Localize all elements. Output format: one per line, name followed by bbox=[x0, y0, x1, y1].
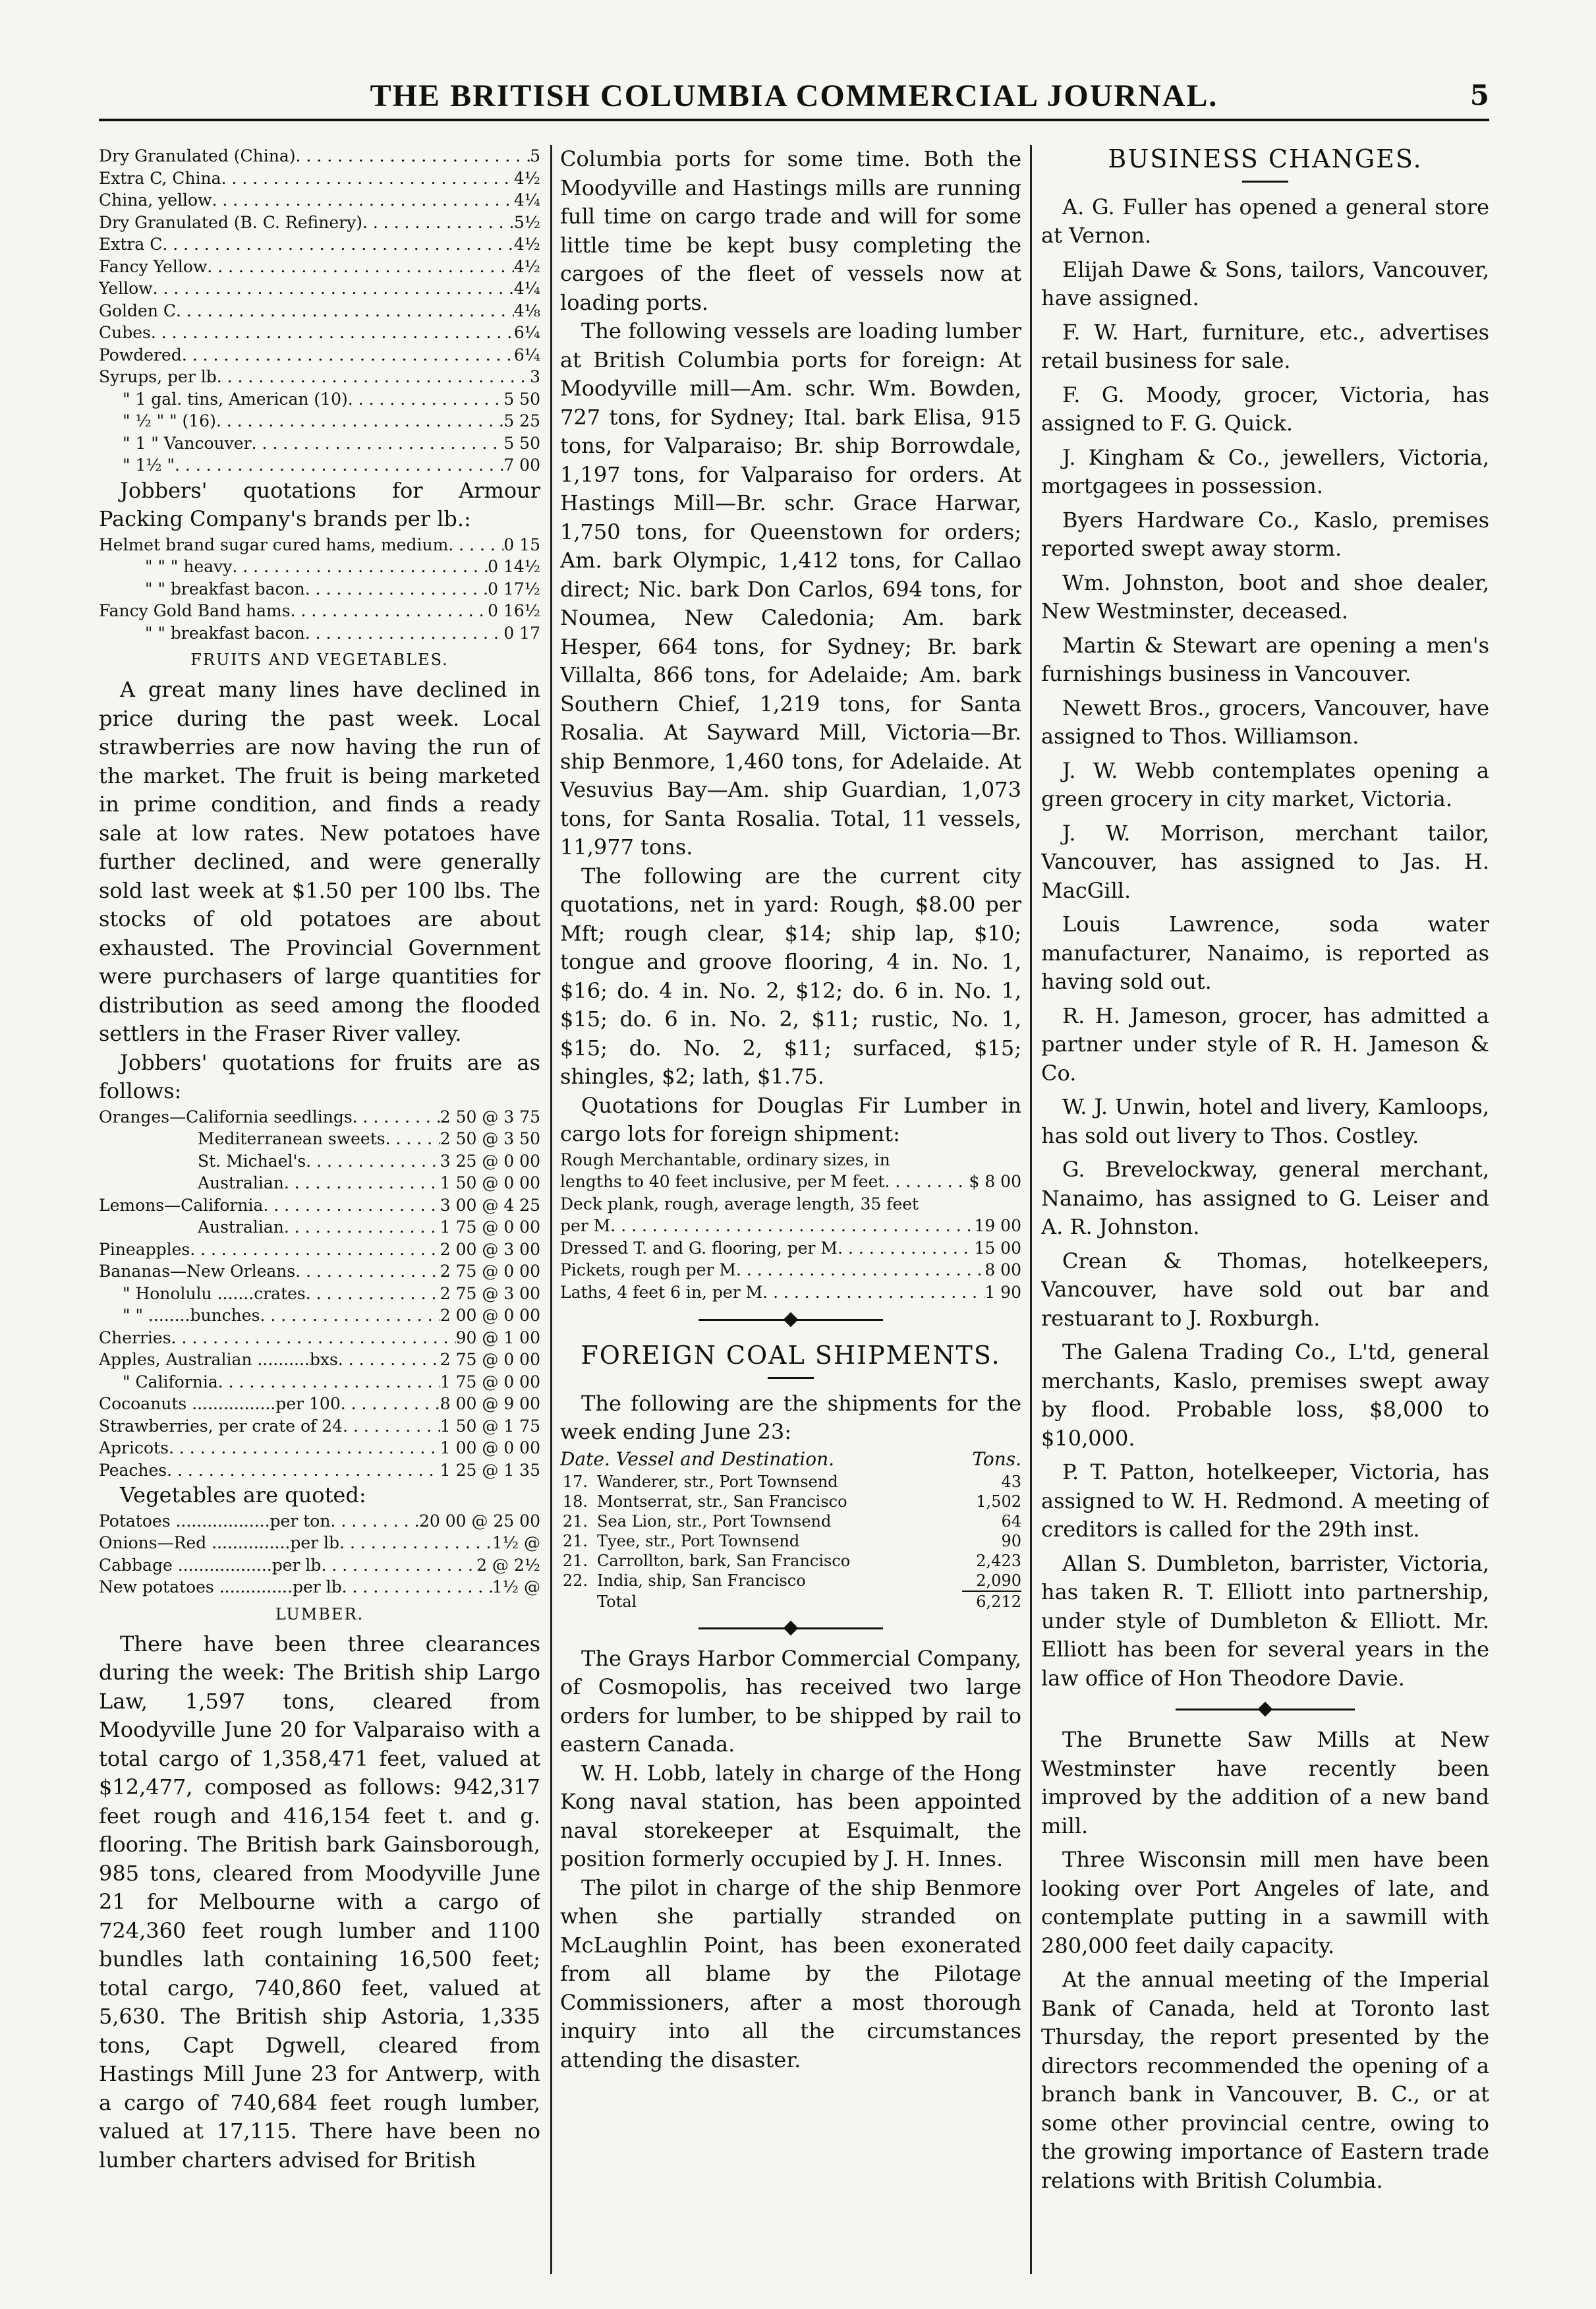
price-row bbox=[560, 1149, 1021, 1171]
price-row bbox=[560, 1259, 1021, 1281]
item-label: Oranges—California seedlings bbox=[99, 1107, 353, 1126]
leader-dots bbox=[291, 600, 488, 622]
business-change-item: F. G. Moody, grocer, Victoria, has assigned to F. G. Quick. bbox=[1041, 382, 1489, 436]
leader-dots bbox=[295, 1260, 440, 1283]
price-row bbox=[99, 233, 540, 256]
item-label: " California bbox=[123, 1372, 218, 1391]
business-change-item: Louis Lawrence, soda water manufacturer, Nanaimo, is reported as having sold out. bbox=[1041, 912, 1489, 994]
item-price: 20 00 @ 25 00 bbox=[418, 1511, 540, 1531]
leader-dots bbox=[217, 366, 530, 388]
item-price: 5 25 bbox=[503, 411, 540, 430]
column-2 bbox=[560, 145, 1021, 2274]
coal-row bbox=[560, 1511, 1021, 1531]
coal-shipments-heading: FOREIGN COAL SHIPMENTS. bbox=[581, 1341, 1001, 1370]
item-label: per M bbox=[560, 1216, 611, 1235]
item-label: Dry Granulated (China) bbox=[99, 146, 296, 165]
item-label: Cocoanuts ................per 100 bbox=[99, 1394, 341, 1413]
item-label: Powdered bbox=[99, 345, 182, 365]
leader-dots bbox=[263, 1194, 440, 1217]
brunette-paragraph: The Brunette Saw Mills at New Westminster have recently been improved by the addition of a new band mill. bbox=[1041, 1727, 1489, 1838]
leader-dots bbox=[736, 1259, 984, 1281]
price-row bbox=[99, 1216, 540, 1239]
business-changes-list bbox=[1041, 193, 1489, 1693]
leader-dots bbox=[284, 1172, 440, 1194]
leader-dots bbox=[305, 622, 504, 645]
leader-dots bbox=[167, 1459, 440, 1482]
item-label: " ½ " " (16) bbox=[123, 411, 216, 430]
business-change-item: The Galena Trading Co., L'td, general merchants, Kaslo, premises swept away by flood. Probable loss, $8,000 to $10,000. bbox=[1041, 1339, 1489, 1451]
leader-dots bbox=[221, 167, 514, 190]
price-row bbox=[99, 1532, 540, 1554]
price-row bbox=[99, 145, 540, 167]
item-price: 3 25 @ 0 00 bbox=[440, 1151, 540, 1171]
coal-date: 17. bbox=[562, 1472, 588, 1491]
douglas-fir-price-list bbox=[560, 1149, 1021, 1304]
business-change-item: Elijah Dawe & Sons, tailors, Vancouver, have assigned. bbox=[1041, 256, 1489, 310]
coal-row bbox=[560, 1551, 1021, 1571]
grays-harbor-paragraph: The Grays Harbor Commercial Company, of Cosmopolis, has received two large orders for lumber, to be shipped by rail to eastern Canada. bbox=[560, 1645, 1021, 1757]
item-price: 0 17 bbox=[503, 623, 540, 643]
leader-dots bbox=[260, 1304, 440, 1327]
item-label: Helmet brand sugar cured hams, medium bbox=[99, 535, 449, 554]
item-label: Deck plank, rough, average length, 35 feet bbox=[560, 1194, 919, 1213]
item-price: 8 00 @ 9 00 bbox=[440, 1394, 540, 1413]
lumber-paragraph: There have been three clearances during the week: The British ship Largo Law, 1,597 tons, cleared from Moodyville June 20 for Valparaiso with a total cargo of 1,358,471 feet, valued at $12,477, composed as follows: 942,317 feet rough and 416,154 feet t. and g. flooring. The British bark Gainsborough, 985 tons, cleared from Moodyville June 21 for Melbourne with a cargo of 724,360 feet rough lumber and 1100 bundles lath containing 16,500 feet; total cargo, 740,860 feet, valued at 5,630. The British ship Astoria, 1,335 tons, Capt Dgwell, cleared from Hastings Mill June 23 for Antwerp, with a cargo of 740,684 feet rough lumber, valued at 17,115. There have been no lumber charters advised for British bbox=[99, 1631, 540, 2173]
item-price: 8 00 bbox=[984, 1260, 1021, 1279]
business-change-item: Crean & Thomas, hotelkeepers, Vancouver, have sold out bar and restuarant to J. Roxburgh. bbox=[1041, 1248, 1489, 1331]
item-label: Apples, Australian ..........bxs bbox=[99, 1350, 338, 1369]
lobb-paragraph: W. H. Lobb, lately in charge of the Hong Kong naval station, has been appointed naval storekeeper at Esquimalt, the position formerly occupied by J. H. Innes. bbox=[560, 1760, 1021, 1871]
item-price: 2 00 @ 3 00 bbox=[440, 1239, 540, 1259]
price-row bbox=[99, 256, 540, 278]
item-price: 4¼ bbox=[513, 279, 540, 298]
leader-dots bbox=[321, 1554, 476, 1577]
leader-dots bbox=[342, 1576, 492, 1598]
leader-dots bbox=[182, 344, 514, 366]
column-divider bbox=[550, 145, 552, 2274]
item-label: Potatoes ..................per ton bbox=[99, 1511, 331, 1531]
page-number: 5 bbox=[1469, 79, 1489, 111]
leader-dots bbox=[151, 322, 514, 344]
price-row bbox=[560, 1193, 1021, 1215]
item-label: Golden C bbox=[99, 301, 176, 320]
item-price: 4½ bbox=[513, 235, 540, 254]
item-price: 2 75 @ 0 00 bbox=[440, 1350, 540, 1369]
business-change-item: F. W. Hart, furniture, etc., advertises retail business for sale. bbox=[1041, 319, 1489, 373]
leader-dots bbox=[448, 534, 503, 556]
section-ornament bbox=[1041, 1699, 1489, 1719]
coal-tons: 64 bbox=[1001, 1511, 1021, 1531]
leader-dots bbox=[176, 300, 514, 322]
leader-dots bbox=[341, 1393, 440, 1415]
city-quotations-paragraph: The following are the current city quotations, net in yard: Rough, $8.00 per Mft; rough clear, $14; ship lap, $10; tongue and groove flooring, 4 in. No. 1, $16; do. 4 in. No. 2, $12; do. 6 in. No. 1, $15; do. 6 in. No. 2, $11; rustic, No. 1, $15; do. No. 2, $11; surfaced, $15; shingles, $2; lath, $1.75. bbox=[560, 863, 1021, 1089]
item-price: 1 25 @ 1 35 bbox=[440, 1460, 540, 1480]
item-label: Cubes bbox=[99, 323, 151, 342]
price-row bbox=[99, 1576, 540, 1598]
leader-dots bbox=[216, 410, 503, 432]
item-price: 7 00 bbox=[503, 455, 540, 475]
price-row bbox=[99, 1283, 540, 1305]
business-change-item: Martin & Stewart are opening a men's furnishings business in Vancouver. bbox=[1041, 632, 1489, 686]
item-price: 4¼ bbox=[513, 190, 540, 210]
price-row bbox=[99, 1510, 540, 1533]
heading-rule bbox=[768, 1377, 814, 1379]
business-change-item: Wm. Johnston, boot and shoe dealer, New Westminster, deceased. bbox=[1041, 570, 1489, 624]
leader-dots bbox=[362, 212, 514, 234]
item-label: " Honolulu .......crates bbox=[123, 1283, 306, 1303]
sugar-price-list bbox=[99, 145, 540, 477]
business-change-item: G. Brevelockway, general merchant, Nanaimo, has assigned to G. Leiser and A. R. Johnston. bbox=[1041, 1157, 1489, 1239]
business-change-item: J. W. Webb contemplates opening a green grocery in city market, Victoria. bbox=[1041, 757, 1489, 811]
coal-vessel: Montserrat, str., San Francisco bbox=[597, 1492, 847, 1511]
item-price: 2 00 @ 0 00 bbox=[440, 1306, 540, 1325]
leader-dots bbox=[838, 1237, 974, 1260]
leader-dots bbox=[305, 578, 488, 600]
price-row bbox=[99, 388, 540, 411]
coal-tons: 2,423 bbox=[976, 1551, 1021, 1570]
coal-date: 21. bbox=[562, 1531, 588, 1550]
price-row bbox=[99, 1172, 540, 1194]
price-row bbox=[99, 454, 540, 477]
price-row bbox=[99, 212, 540, 234]
vegetables-intro: Vegetables are quoted: bbox=[120, 1482, 366, 1507]
coal-total-row bbox=[560, 1592, 1021, 1612]
vegetable-price-list bbox=[99, 1510, 540, 1598]
item-price: 3 bbox=[530, 367, 540, 386]
imperial-bank-paragraph: At the annual meeting of the Imperial Bank of Canada, held at Toronto last Thursday, the report presented by the directors recommended the opening of a branch bank in Vancouver, B. C., or at some other provincial centre, owing to the growing importance of Eastern trade relations with British Columbia. bbox=[1041, 1967, 1489, 2193]
heading-rule bbox=[1242, 181, 1288, 183]
item-label: " " breakfast bacon bbox=[145, 623, 305, 643]
leader-dots bbox=[252, 432, 504, 455]
item-price: 4½ bbox=[513, 168, 540, 188]
item-price: 1 75 @ 0 00 bbox=[440, 1372, 540, 1391]
price-row bbox=[99, 1304, 540, 1327]
item-label: " " breakfast bacon bbox=[145, 579, 305, 599]
coal-date: 21. bbox=[562, 1511, 588, 1531]
armour-intro: Jobbers' quotations for Armour Packing Company's brands per lb.: bbox=[99, 477, 540, 531]
business-change-item: P. T. Patton, hotelkeeper, Victoria, has assigned to W. H. Redmond. A meeting of creditors is called for the 29th inst. bbox=[1041, 1459, 1489, 1542]
leader-dots bbox=[171, 1327, 456, 1349]
business-change-item: Byers Hardware Co., Kaslo, premises reported swept away storm. bbox=[1041, 507, 1489, 561]
item-label: Pickets, rough per M bbox=[560, 1260, 736, 1279]
coal-date: 21. bbox=[562, 1551, 588, 1570]
coal-tons: 2,090 bbox=[976, 1571, 1021, 1590]
item-label: Australian bbox=[198, 1173, 284, 1192]
item-price: 6¼ bbox=[513, 323, 540, 342]
pilot-paragraph: The pilot in charge of the ship Benmore when she partially stranded on McLaughlin Point, has been exonerated from all blame by the Pilotage Commissioners, after a most thorough inquiry into all the circumstances attending the disaster. bbox=[560, 1875, 1021, 2072]
item-label: " 1 " Vancouver bbox=[123, 433, 252, 453]
price-row bbox=[560, 1171, 1021, 1193]
item-price: 5 50 bbox=[503, 389, 540, 409]
douglas-fir-intro: Quotations for Douglas Fir Lumber in cargo lots for foreign shipment: bbox=[560, 1092, 1021, 1146]
item-price: 90 @ 1 00 bbox=[455, 1328, 540, 1347]
journal-page bbox=[99, 59, 1489, 2281]
leader-dots bbox=[348, 388, 504, 411]
item-label: Mediterranean sweets bbox=[198, 1129, 385, 1148]
business-change-item: J. W. Morrison, merchant tailor, Vancouver, has assigned to Jas. H. MacGill. bbox=[1041, 820, 1489, 903]
item-price: 1 90 bbox=[984, 1282, 1021, 1302]
item-label: Bananas—New Orleans bbox=[99, 1262, 296, 1281]
item-price: 1 00 @ 0 00 bbox=[440, 1438, 540, 1457]
leader-dots bbox=[610, 1215, 974, 1237]
leader-dots bbox=[385, 1128, 440, 1150]
item-price: $ 8 00 bbox=[969, 1172, 1021, 1191]
leader-dots bbox=[232, 556, 488, 578]
item-price: 5 50 bbox=[503, 433, 540, 453]
item-label: Syrups, per lb bbox=[99, 367, 217, 386]
item-label: " " ........bunches bbox=[123, 1306, 260, 1325]
item-label: " 1½ " bbox=[123, 455, 175, 475]
leader-dots bbox=[190, 1239, 440, 1261]
coal-row bbox=[560, 1571, 1021, 1591]
price-row bbox=[99, 344, 540, 366]
lumber-continued-paragraph: Columbia ports for some time. Both the Moodyville and Hastings mills are running full time on cargo trade and will for some little time be kept busy completing the cargoes of the fleet of vessels now at loading ports. bbox=[560, 146, 1021, 315]
item-label: Extra C, China bbox=[99, 168, 221, 188]
item-label: Dressed T. and G. flooring, per M bbox=[560, 1238, 838, 1258]
leader-dots bbox=[212, 189, 513, 212]
item-price: 1½ @ bbox=[492, 1577, 540, 1596]
item-price: 0 15 bbox=[503, 535, 540, 554]
coal-vessel: India, ship, San Francisco bbox=[597, 1571, 806, 1590]
coal-table bbox=[560, 1472, 1021, 1591]
column-3 bbox=[1041, 145, 1489, 2274]
armour-price-list bbox=[99, 534, 540, 645]
price-row bbox=[99, 534, 540, 556]
item-price: 1 50 @ 1 75 bbox=[440, 1416, 540, 1436]
item-label: Cherries bbox=[99, 1328, 171, 1347]
section-ornament bbox=[560, 1310, 1021, 1330]
item-label: Strawberries, per crate of 24 bbox=[99, 1416, 343, 1436]
item-label: Laths, 4 feet 6 in, per M bbox=[560, 1282, 763, 1302]
coal-vessel: Sea Lion, str., Port Townsend bbox=[597, 1511, 832, 1531]
item-price: 3 00 @ 4 25 bbox=[440, 1195, 540, 1215]
item-price: 2 50 @ 3 50 bbox=[440, 1129, 540, 1148]
price-row bbox=[560, 1281, 1021, 1304]
item-price: 2 75 @ 3 00 bbox=[440, 1283, 540, 1303]
price-row bbox=[99, 1194, 540, 1217]
leader-dots bbox=[306, 1283, 440, 1305]
leader-dots bbox=[175, 454, 503, 477]
item-label: " " " heavy bbox=[145, 557, 233, 576]
item-price: 15 00 bbox=[974, 1238, 1021, 1258]
vessels-loading-paragraph: The following vessels are loading lumber at British Columbia ports for foreign: At Moodyville mill—Am. schr. Wm. Bowden, 727 tons, for Sydney; Ital. bark Elisa, 915 tons, for Valparaiso; Br. ship Borrowdale, 1,197 tons, for Valparaiso for orders. At Hastings Mill—Br. schr. Grace Harwar, 1,750 tons, for Queenstown for orders; Am. bark Olympic, 1,412 tons, for Callao direct; Nic. bark Don Carlos, 694 tons, for Noumea, New Caledonia; Am. bark Hesper, 664 tons, for Sydney; Br. bark Villalta, 866 tons, for Adelaide; Am. bark Southern Chief, 1,219 tons, for Santa Rosalia. At Sayward Mill, Victoria—Br. ship Benmore, 1,460 tons, for Adelaide. At Vesuvius Bay—Am. ship Guardian, 1,073 tons, for Santa Rosalia. Total, 11 vessels, 11,977 tons. bbox=[560, 318, 1021, 860]
item-price: 0 17½ bbox=[488, 579, 540, 599]
fruits-heading: FRUITS AND VEGETABLES. bbox=[190, 651, 449, 669]
item-label: Fancy Gold Band hams bbox=[99, 601, 291, 620]
leader-dots bbox=[207, 256, 514, 278]
coal-vessel: Tyee, str., Port Townsend bbox=[597, 1531, 800, 1550]
price-row bbox=[99, 1260, 540, 1283]
item-price: 6¼ bbox=[513, 345, 540, 365]
item-label: Rough Merchantable, ordinary sizes, in bbox=[560, 1150, 890, 1169]
price-row bbox=[99, 1128, 540, 1150]
price-row bbox=[99, 189, 540, 212]
item-price: 19 00 bbox=[974, 1216, 1021, 1235]
price-row bbox=[99, 410, 540, 432]
business-change-item: A. G. Fuller has opened a general store at Vernon. bbox=[1041, 194, 1489, 248]
price-row bbox=[99, 167, 540, 190]
item-price: 1 75 @ 0 00 bbox=[440, 1217, 540, 1237]
business-change-item: R. H. Jameson, grocer, has admitted a partner under style of R. H. Jameson & Co. bbox=[1041, 1003, 1489, 1086]
item-label: Cabbage ..................per lb bbox=[99, 1555, 322, 1575]
item-label: Peaches bbox=[99, 1460, 167, 1480]
business-change-item: Allan S. Dumbleton, barrister, Victoria, has taken R. T. Elliott into partnership, under style of Dumbleton & Elliott. Mr. Elliott has been for several years in the law office of Hon Theodore Davie. bbox=[1041, 1550, 1489, 1691]
business-change-item: Newett Bros., grocers, Vancouver, have assigned to Thos. Williamson. bbox=[1041, 695, 1489, 749]
item-label: " 1 gal. tins, American (10) bbox=[123, 389, 348, 409]
price-row bbox=[99, 278, 540, 300]
price-row bbox=[99, 1239, 540, 1261]
item-label: Onions—Red ...............per lb bbox=[99, 1533, 340, 1552]
column-1 bbox=[99, 145, 540, 2274]
item-price: 5 bbox=[530, 146, 540, 165]
leader-dots bbox=[218, 1371, 440, 1393]
wisconsin-paragraph: Three Wisconsin mill men have been looking over Port Angeles of late, and contemplate putting in a sawmill with 280,000 feet daily capacity. bbox=[1041, 1847, 1489, 1958]
price-row bbox=[99, 1349, 540, 1371]
price-row bbox=[99, 1393, 540, 1415]
price-row bbox=[99, 1106, 540, 1128]
fruits-paragraph: A great many lines have declined in price during the past week. Local strawberries are now having the run of the market. The fruit is being marketed in prime condition, and finds a ready sale at low rates. New potatoes have further declined, and were generally sold last week at $1.50 per 100 lbs. The stocks of old potatoes are about exhausted. The Provincial Government were purchasers of large quantities for distribution as seed among the flooded settlers in the Fraser River valley. bbox=[99, 677, 540, 1046]
item-label: Apricots bbox=[99, 1438, 169, 1457]
price-row bbox=[99, 1327, 540, 1349]
price-row bbox=[99, 1371, 540, 1393]
item-label: Fancy Yellow bbox=[99, 256, 208, 276]
price-row bbox=[99, 366, 540, 388]
section-ornament bbox=[560, 1618, 1021, 1638]
fruit-price-list bbox=[99, 1106, 540, 1482]
coal-intro: The following are the shipments for the week ending June 23: bbox=[560, 1390, 1021, 1444]
coal-total-label: Total bbox=[597, 1592, 637, 1611]
coal-tons: 43 bbox=[1001, 1472, 1021, 1491]
coal-date: 22. bbox=[562, 1571, 588, 1590]
coal-vessel: Wanderer, str., Port Townsend bbox=[597, 1472, 838, 1491]
coal-tons: 90 bbox=[1001, 1531, 1021, 1550]
item-label: Pineapples bbox=[99, 1239, 190, 1259]
business-change-item: W. J. Unwin, hotel and livery, Kamloops, has sold out livery to Thos. Costley. bbox=[1041, 1094, 1489, 1148]
price-row bbox=[560, 1215, 1021, 1237]
leader-dots bbox=[884, 1171, 969, 1193]
price-row bbox=[99, 432, 540, 455]
columns bbox=[99, 145, 1489, 2274]
price-row bbox=[99, 322, 540, 344]
leader-dots bbox=[353, 1106, 440, 1128]
business-change-item: J. Kingham & Co., jewellers, Victoria, mortgagees in possession. bbox=[1041, 444, 1489, 498]
leader-dots bbox=[284, 1216, 440, 1239]
column-divider bbox=[1030, 145, 1032, 2274]
item-price: 5½ bbox=[513, 212, 540, 232]
item-label: Extra C bbox=[99, 235, 163, 254]
coal-tons: 1,502 bbox=[976, 1492, 1021, 1511]
item-label: Australian bbox=[198, 1217, 284, 1237]
coal-row bbox=[560, 1472, 1021, 1492]
leader-dots bbox=[339, 1532, 492, 1554]
item-price: 0 16½ bbox=[488, 601, 540, 620]
item-label: New potatoes ..............per lb bbox=[99, 1577, 342, 1596]
price-row bbox=[99, 300, 540, 322]
coal-row bbox=[560, 1531, 1021, 1551]
item-price: 1½ @ bbox=[492, 1533, 540, 1552]
item-price: 2 50 @ 3 75 bbox=[440, 1107, 540, 1126]
business-changes-heading: BUSINESS CHANGES. bbox=[1108, 145, 1423, 173]
coal-total-value: 6,212 bbox=[976, 1592, 1021, 1611]
item-label: Lemons—California bbox=[99, 1195, 264, 1215]
item-label: Dry Granulated (B. C. Refinery) bbox=[99, 212, 362, 232]
price-row bbox=[560, 1237, 1021, 1260]
item-price: 2 75 @ 0 00 bbox=[440, 1262, 540, 1281]
price-row bbox=[99, 622, 540, 645]
leader-dots bbox=[343, 1415, 440, 1438]
fruits-intro: Jobbers' quotations for fruits are as follows: bbox=[99, 1049, 540, 1103]
leader-dots bbox=[338, 1349, 440, 1371]
item-price: 0 14½ bbox=[488, 557, 540, 576]
coal-date: 18. bbox=[562, 1492, 588, 1511]
item-price: 4⅛ bbox=[513, 301, 540, 320]
leader-dots bbox=[296, 145, 530, 167]
price-row bbox=[99, 1437, 540, 1459]
item-label: Yellow bbox=[99, 279, 153, 298]
leader-dots bbox=[330, 1510, 419, 1533]
price-row bbox=[99, 578, 540, 600]
coal-table-header bbox=[560, 1447, 1021, 1472]
item-price: 4½ bbox=[513, 256, 540, 276]
price-row bbox=[99, 556, 540, 578]
coal-row bbox=[560, 1492, 1021, 1511]
item-label: lengths to 40 feet inclusive, per M feet bbox=[560, 1172, 885, 1191]
leader-dots bbox=[762, 1281, 984, 1304]
lumber-heading: LUMBER. bbox=[275, 1604, 364, 1623]
journal-title: THE BRITISH COLUMBIA COMMERCIAL JOURNAL. bbox=[370, 78, 1218, 113]
price-row bbox=[99, 1150, 540, 1173]
item-price: 1 50 @ 0 00 bbox=[440, 1173, 540, 1192]
leader-dots bbox=[162, 233, 514, 256]
page-header bbox=[99, 59, 1489, 121]
item-label: St. Michael's bbox=[198, 1151, 306, 1171]
leader-dots bbox=[153, 278, 514, 300]
coal-col-tons: Tons. bbox=[972, 1447, 1021, 1470]
price-row bbox=[99, 1415, 540, 1438]
price-row bbox=[99, 1459, 540, 1482]
price-row bbox=[99, 600, 540, 622]
coal-col-vessel: Date. Vessel and Destination. bbox=[560, 1447, 835, 1470]
item-price: 2 @ 2½ bbox=[476, 1555, 540, 1575]
leader-dots bbox=[306, 1150, 440, 1173]
coal-vessel: Carrollton, bark, San Francisco bbox=[597, 1551, 851, 1570]
leader-dots bbox=[169, 1437, 440, 1459]
item-label: China, yellow bbox=[99, 190, 212, 210]
price-row bbox=[99, 1554, 540, 1577]
